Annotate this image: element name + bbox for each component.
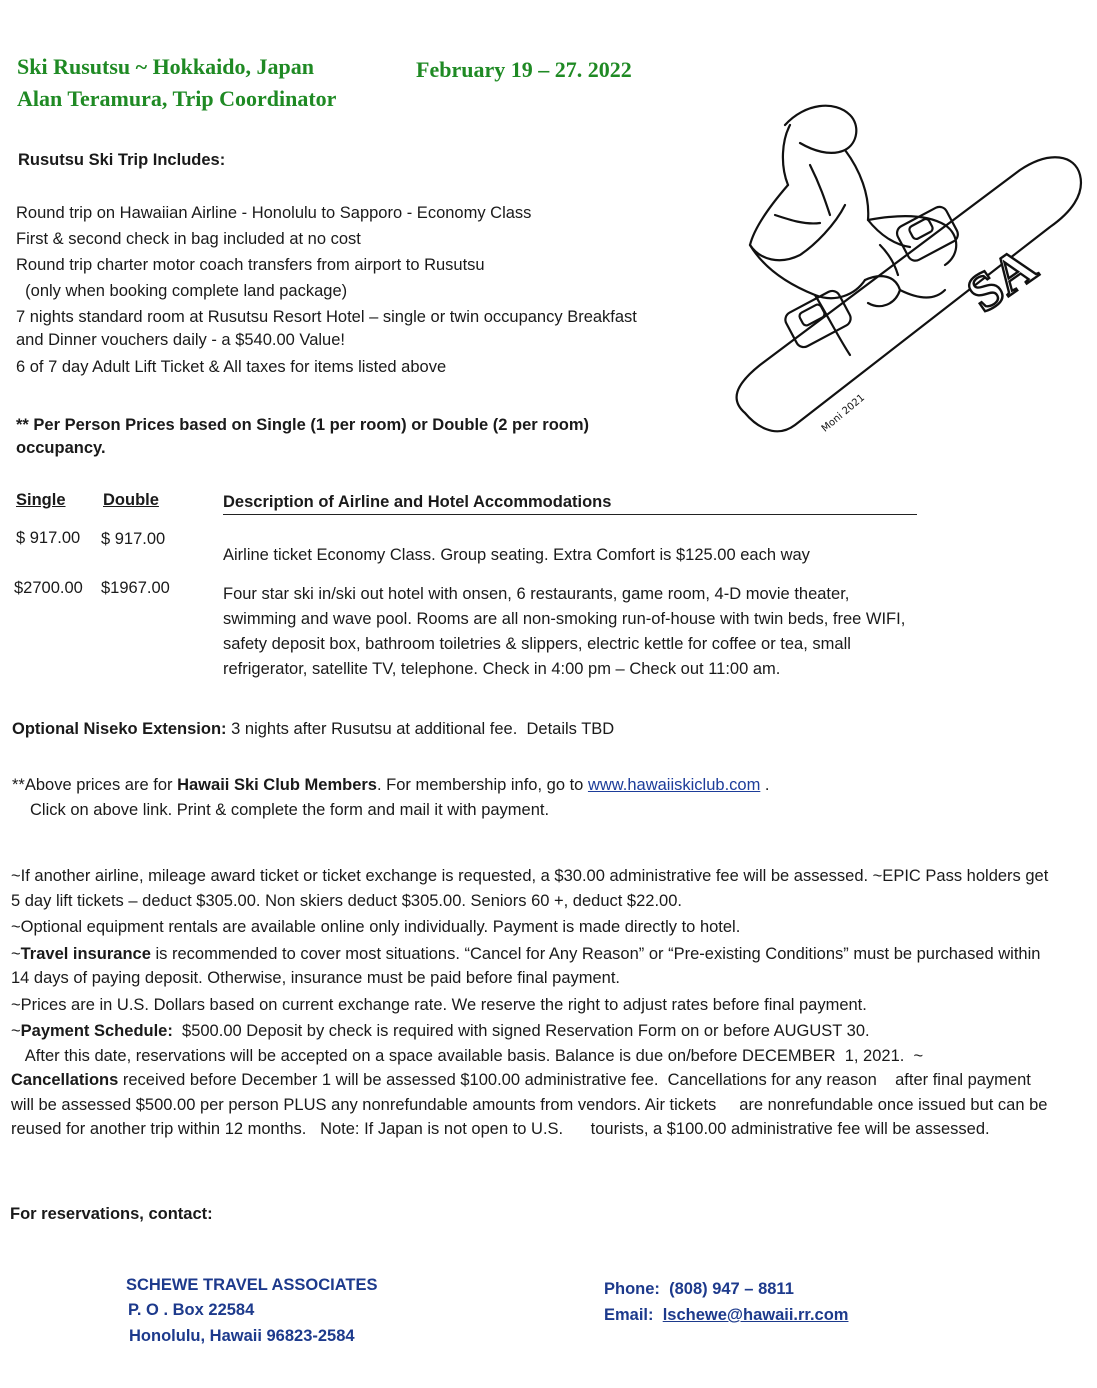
- members-note-bold: Hawaii Ski Club Members: [177, 776, 377, 794]
- includes-heading: Rusutsu Ski Trip Includes:: [18, 151, 226, 169]
- col-single-header: Single: [16, 491, 66, 509]
- note-cancellations-text: received before December 1 will be assessed $100.00 administrative fee. Cancellations for any reason after final payment will be assessed $500.00 per person PLUS any nonrefundable amounts from vendors. Air tickets are nonrefundable once issued but can be reused for another trip within 12 months. Note: If Japan is not open to U.S. tourists, a $100.00 administrative fee will be assessed.: [11, 1071, 1053, 1138]
- row1-description: Airline ticket Economy Class. Group seating. Extra Comfort is $125.00 each way: [223, 546, 810, 564]
- members-note-mid: . For membership info, go to: [377, 776, 588, 794]
- row2-description: [223, 582, 905, 681]
- row1-double-price: $ 917.00: [101, 530, 166, 548]
- row2-description-line: swimming and wave pool. Rooms are all non-smoking run-of-house with twin beds, free WIFI,: [223, 610, 906, 628]
- phone-line: [604, 1277, 794, 1301]
- note-payment-text: $500.00 Deposit by check is required with signed Reservation Form on or before AUGUST 30.: [172, 1022, 870, 1040]
- col-double-header: Double: [103, 491, 159, 509]
- board-logo: SA: [955, 235, 1047, 324]
- snowboarder-illustration: [720, 95, 1090, 455]
- phone-number[interactable]: (808) 947 – 8811: [669, 1280, 794, 1298]
- email-label: Email:: [604, 1306, 654, 1324]
- members-note-pre: **Above prices are for: [12, 776, 178, 794]
- artist-signature: Moni 2021: [819, 392, 868, 435]
- note-prices: ~Prices are in U.S. Dollars based on current exchange rate. We reserve the right to adjust rates before final payment.: [11, 995, 867, 1014]
- agency-city: Honolulu, Hawaii 96823-2584: [129, 1327, 355, 1345]
- note-insurance-prefix: ~: [11, 944, 21, 963]
- contact-heading: For reservations, contact:: [10, 1205, 213, 1223]
- note-cancellations: [11, 1068, 1051, 1142]
- pricing-note-line1: ** Per Person Prices based on Single (1 per room) or Double (2 per room): [16, 416, 590, 434]
- trip-dates: February 19 – 27. 2022: [416, 57, 632, 82]
- email-line: [604, 1303, 848, 1327]
- phone-label: Phone:: [604, 1280, 660, 1298]
- note-payment-balance: After this date, reservations will be accepted on a space available basis. Balance is due on/before DECEMBER 1, 2021. ~: [11, 1046, 924, 1065]
- note-insurance: [11, 942, 1051, 991]
- trip-title: Ski Rusutsu ~ Hokkaido, Japan: [17, 54, 314, 79]
- row1-single-price: $ 917.00: [16, 529, 81, 547]
- agency-po-box: P. O . Box 22584: [128, 1301, 255, 1319]
- note-insurance-bold: Travel insurance: [20, 944, 151, 963]
- includes-item: and Dinner vouchers daily - a $540.00 Value!: [16, 330, 345, 349]
- note-payment-bold: Payment Schedule:: [20, 1022, 173, 1040]
- row2-description-line: Four star ski in/ski out hotel with onsen, 6 restaurants, game room, 4-D movie theater,: [223, 585, 850, 603]
- includes-item: Round trip on Hawaiian Airline - Honolulu to Sapporo - Economy Class: [16, 204, 532, 222]
- note-airline-fee: ~If another airline, mileage award ticket or ticket exchange is requested, a $30.00 administrative fee will be assessed. ~EPIC Pass holders get 5 day lift tickets – deduct $305.00. Non skiers deduct $305.00. Seniors 60 +, deduct $22.00.: [11, 867, 1049, 910]
- email-link[interactable]: lschewe@hawaii.rr.com: [662, 1306, 849, 1324]
- hawaii-ski-club-link[interactable]: www.hawaiiskiclub.com: [587, 776, 761, 794]
- pricing-note-line2: occupancy.: [16, 439, 106, 457]
- members-note-post: .: [760, 776, 770, 794]
- note-cancellations-bold: Cancellations: [11, 1071, 119, 1089]
- includes-item: Round trip charter motor coach transfers from airport to Rusutsu: [16, 256, 485, 274]
- row2-single-price: $2700.00: [14, 579, 83, 597]
- extension-text: 3 nights after Rusutsu at additional fee. Details TBD: [226, 720, 615, 738]
- note-insurance-text: is recommended to cover most situations. “Cancel for Any Reason” or “Pre-existing Conditions” must be purchased within 14 days of paying deposit. Otherwise, insurance must be paid before final payment.: [11, 944, 1041, 987]
- note-equipment: ~Optional equipment rentals are available online only individually. Payment is made directly to hotel.: [11, 918, 741, 936]
- includes-item: 7 nights standard room at Rusutsu Resort Hotel – single or twin occupancy Breakfast: [16, 308, 637, 326]
- optional-extension: [12, 717, 614, 741]
- terms-notes: [11, 864, 1051, 1142]
- row2-description-line: safety deposit box, bathroom toiletries & slippers, electric kettle for coffee or tea, small: [223, 635, 851, 653]
- row2-double-price: $1967.00: [101, 579, 170, 597]
- note-payment-prefix: ~: [11, 1022, 21, 1040]
- agency-name: SCHEWE TRAVEL ASSOCIATES: [126, 1276, 378, 1294]
- extension-label: Optional Niseko Extension:: [12, 720, 227, 738]
- includes-list: [16, 201, 637, 379]
- includes-item: First & second check in bag included at no cost: [16, 229, 361, 248]
- includes-item: (only when booking complete land package): [16, 281, 348, 300]
- includes-item: 6 of 7 day Adult Lift Ticket & All taxes for items listed above: [16, 357, 447, 376]
- members-instructions: Click on above link. Print & complete the form and mail it with payment.: [30, 801, 550, 819]
- members-note: [12, 773, 770, 797]
- note-payment-schedule: [11, 1019, 1051, 1044]
- row2-description-line: refrigerator, satellite TV, telephone. Check in 4:00 pm – Check out 11:00 am.: [223, 660, 781, 678]
- col-desc-header: Description of Airline and Hotel Accommodations: [223, 490, 917, 515]
- trip-coordinator: Alan Teramura, Trip Coordinator: [17, 86, 337, 111]
